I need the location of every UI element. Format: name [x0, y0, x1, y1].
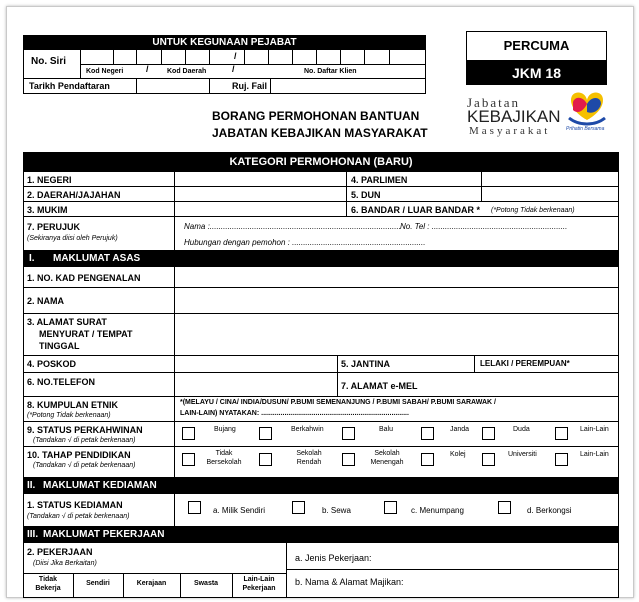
pend-tidak-label-a: Tidak — [215, 450, 233, 457]
pend-menengah-label-b: Menengah — [370, 459, 404, 466]
asas-header-num: I. — [29, 253, 35, 264]
mukim-label: 3. MUKIM — [27, 205, 68, 215]
status-berkahwin-checkbox[interactable] — [259, 427, 272, 440]
asas-header — [23, 250, 619, 267]
jenis-pekerjaan-field[interactable]: a. Jenis Pekerjaan: — [295, 553, 372, 563]
doc-title-line2: JABATAN KEBAJIKAN MASYARAKAT — [212, 126, 428, 140]
logo-line1: Jabatan — [467, 95, 520, 110]
slash-2: / — [232, 64, 235, 74]
pekerjaan-header-num: III. — [27, 529, 39, 540]
jkm-code: JKM 18 — [466, 61, 607, 85]
pendidikan-note: (Tandakan √ di petak berkenaan) — [33, 462, 136, 469]
col-tidak-bekerja-a: Tidak — [38, 576, 58, 583]
kediaman-header-num: II. — [27, 480, 36, 491]
menumpang-label: c. Menumpang — [411, 506, 464, 515]
no-daftar-label: No. Daftar Klien — [304, 68, 357, 75]
percuma-label: PERCUMA — [503, 38, 570, 53]
tarikh-label: Tarikh Pendaftaran — [29, 81, 110, 91]
parlimen-label: 4. PARLIMEN — [351, 175, 408, 185]
pend-lain-label: Lain-Lain — [580, 451, 609, 458]
perujuk-tel-field[interactable]: No. Tel : ............................................................. — [400, 222, 568, 231]
jantina-label: 5. JANTINA — [341, 359, 391, 369]
berkongsi-label: d. Berkongsi — [527, 506, 572, 515]
dun-label: 5. DUN — [351, 190, 381, 200]
etnik-options-2[interactable]: LAIN-LAIN) NYATAKAN: ............................................................................ — [180, 410, 409, 417]
logo-line2: KEBAJIKAN — [467, 107, 561, 126]
sewa-label: b. Sewa — [322, 506, 351, 515]
pend-menengah-label-a: Sekolah — [374, 450, 400, 457]
menumpang-checkbox[interactable] — [384, 501, 397, 514]
status-bujang-checkbox[interactable] — [182, 427, 195, 440]
emel-label: 7. ALAMAT e-MEL — [341, 381, 418, 391]
status-perkahwinan-note: (Tandakan √ di petak berkenaan) — [33, 437, 136, 444]
perujuk-nama-field[interactable]: Nama :...................................................................................... — [184, 222, 401, 231]
etnik-options-1[interactable]: *(MELAYU / CINA/ INDIA/DUSUN/ P.BUMI SEMENANJUNG / P.BUMI SABAH/ P.BUMI SARAWAK / — [180, 399, 496, 406]
col-tidak-bekerja-b: Bekerja — [35, 585, 61, 592]
kad-label: 1. NO. KAD PENGENALAN — [27, 273, 141, 283]
pekerjaan-header — [23, 526, 619, 543]
status-lain-label: Lain-Lain — [580, 426, 609, 433]
alamat-label-2: MENYURAT / TEMPAT — [39, 329, 133, 339]
status-balu-label: Balu — [379, 426, 394, 433]
pend-tidak-checkbox[interactable] — [182, 453, 195, 466]
pekerjaan-note: (Diisi Jika Berkaitan) — [33, 560, 97, 567]
jantina-options[interactable]: LELAKI / PEREMPUAN* — [480, 359, 570, 368]
ruj-fail-label: Ruj. Fail — [232, 81, 268, 91]
status-berkahwin-label: Berkahwin — [291, 426, 324, 433]
pend-rendah-label-b: Rendah — [296, 459, 322, 466]
kod-negeri-label: Kod Negeri — [86, 68, 124, 75]
status-bujang-label: Bujang — [214, 426, 236, 433]
pend-menengah-checkbox[interactable] — [342, 453, 355, 466]
kediaman-header-text: MAKLUMAT KEDIAMAN — [43, 480, 157, 491]
alamat-label-3: TINGGAL — [39, 341, 80, 351]
status-balu-checkbox[interactable] — [342, 427, 355, 440]
pekerjaan-header-text: MAKLUMAT PEKERJAAN — [43, 529, 165, 540]
daerah-label: 2. DAERAH/JAJAHAN — [27, 190, 121, 200]
status-janda-checkbox[interactable] — [421, 427, 434, 440]
milik-sendiri-label: a. Milik Sendiri — [213, 506, 266, 515]
perujuk-hubungan-field[interactable]: Hubungan dengan pemohon : ............................................................ — [184, 238, 426, 247]
status-duda-checkbox[interactable] — [482, 427, 495, 440]
status-perkahwinan-label: 9. STATUS PERKAHWINAN — [27, 425, 143, 435]
no-siri-label: No. Siri — [31, 56, 67, 67]
slash-1: / — [146, 64, 149, 74]
milik-sendiri-checkbox[interactable] — [188, 501, 201, 514]
pekerjaan-frame — [23, 542, 619, 598]
berkongsi-checkbox[interactable] — [498, 501, 511, 514]
pend-rendah-checkbox[interactable] — [259, 453, 272, 466]
asas-header-text: MAKLUMAT ASAS — [53, 253, 141, 264]
col-sendiri: Sendiri — [86, 580, 110, 587]
pend-universiti-label: Universiti — [508, 451, 537, 458]
kediaman-header — [23, 477, 619, 494]
nama-label: 2. NAMA — [27, 296, 65, 306]
status-kediaman-note: (Tandakan √ di petak berkenaan) — [27, 513, 130, 520]
col-kerajaan: Kerajaan — [136, 580, 167, 587]
pekerjaan-label: 2. PEKERJAAN — [27, 547, 93, 557]
status-duda-label: Duda — [513, 426, 530, 433]
alamat-label-1: 3. ALAMAT SURAT — [27, 317, 107, 327]
perujuk-note: (Sekiranya diisi oleh Perujuk) — [27, 235, 118, 242]
pend-kolej-label: Kolej — [450, 451, 466, 458]
perujuk-label: 7. PERUJUK — [27, 222, 81, 232]
pend-lain-checkbox[interactable] — [555, 453, 568, 466]
etnik-label: 8. KUMPULAN ETNIK — [27, 400, 119, 410]
status-kediaman-label: 1. STATUS KEDIAMAN — [27, 500, 123, 510]
status-janda-label: Janda — [450, 426, 470, 433]
pend-tidak-label-b: Bersekolah — [206, 459, 242, 466]
poskod-label: 4. POSKOD — [27, 359, 77, 369]
kategori-header: KATEGORI PERMOHONAN (BARU) — [23, 152, 619, 172]
office-use-title: UNTUK KEGUNAAN PEJABAT — [23, 35, 426, 50]
pend-rendah-label-a: Sekolah — [296, 450, 322, 457]
status-lain-checkbox[interactable] — [555, 427, 568, 440]
bandar-note: (*Potong Tidak berkenaan) — [491, 207, 575, 214]
logo-line3: Masyarakat — [469, 125, 551, 137]
sewa-checkbox[interactable] — [292, 501, 305, 514]
col-lain-b: Pekerjaan — [242, 585, 276, 592]
telefon-label: 6. NO.TELEFON — [27, 377, 96, 387]
bandar-label: 6. BANDAR / LUAR BANDAR * — [351, 205, 481, 215]
pendidikan-label: 10. TAHAP PENDIDIKAN — [27, 450, 131, 460]
negeri-label: 1. NEGERI — [27, 175, 72, 185]
slash-3: / — [234, 51, 237, 61]
pend-universiti-checkbox[interactable] — [482, 453, 495, 466]
col-lain-a: Lain-Lain — [243, 576, 275, 583]
pend-kolej-checkbox[interactable] — [421, 453, 434, 466]
majikan-field[interactable]: b. Nama & Alamat Majikan: — [295, 577, 404, 587]
kod-daerah-label: Kod Daerah — [167, 68, 207, 75]
col-swasta: Swasta — [193, 580, 219, 587]
emblem-text: Prihatin Bersama — [566, 126, 605, 132]
etnik-note: (*Potong Tidak berkenaan) — [27, 412, 111, 419]
doc-title-line1: BORANG PERMOHONAN BANTUAN — [212, 109, 420, 123]
